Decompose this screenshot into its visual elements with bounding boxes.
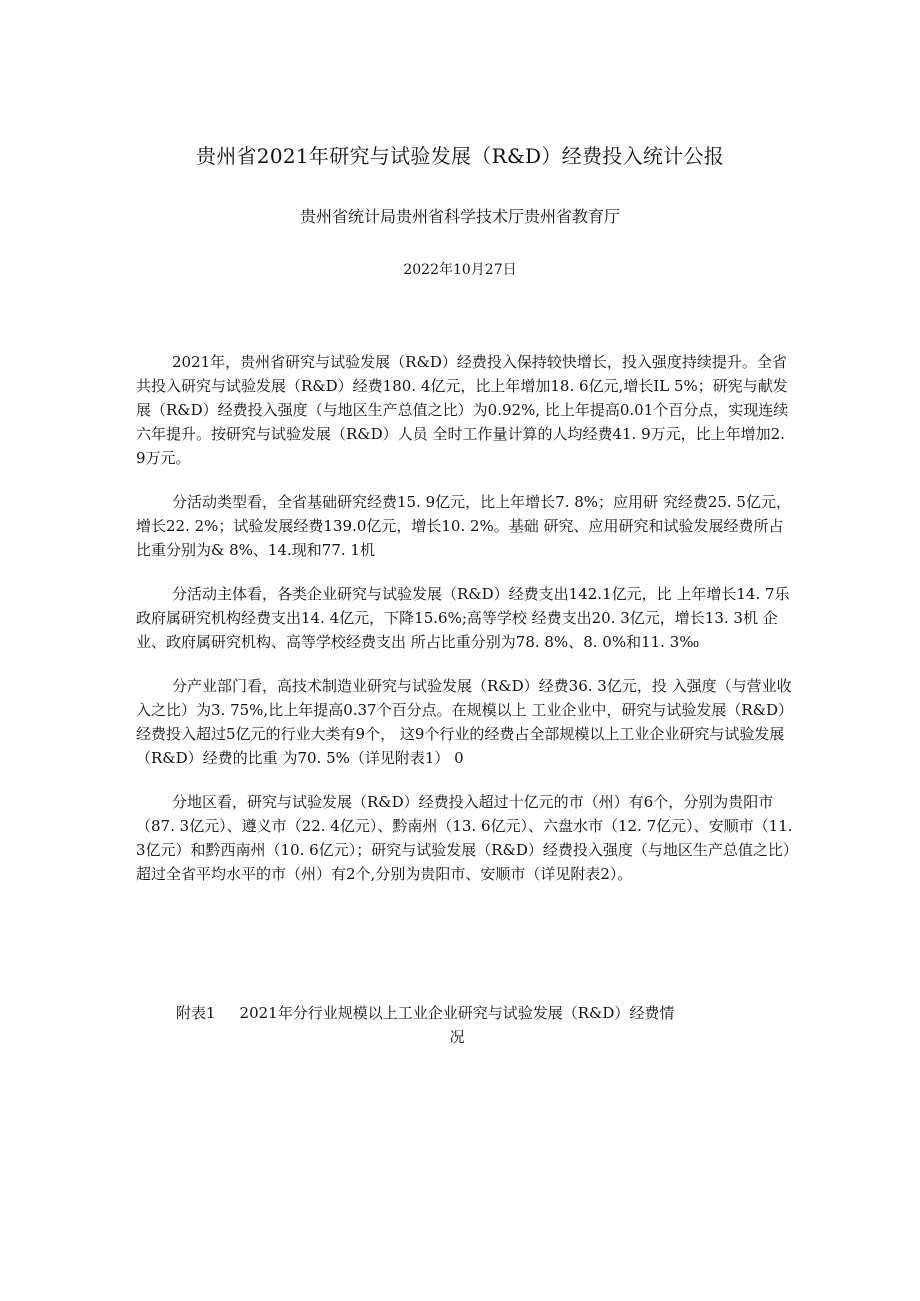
document-authors: 贵州省统计局贵州省科学技术厅贵州省教育厅 — [299, 207, 620, 226]
document-title: 贵州省2021年研究与试验发展（R&D）经费投入统计公报 — [195, 144, 725, 168]
appendix-label: 附表1 — [176, 1004, 216, 1022]
paragraph-activity-subject: 分活动主体看，各类企业研究与试验发展（R&D）经费支出142.1亿元，比 上年增长14. 7乐 政府属研究机构经费支出14. 4亿元，下降15.6%;高等学校 经费支出20. 3亿元，增长13. 3机 企业、政府属研究机构、高等学校经费支出 所占比重分别为78. 8%、8. 0%和11. 3‰ — [136, 585, 790, 651]
paragraph-activity-type: 分活动类型看，全省基础研究经费15. 9亿元，比上年增长7. 8%；应用研 究经费25. 5亿元，增长22. 2%；试验发展经费139.0亿元，增长10. 2%。基础 研究、应用研究和试验发展经费所占比重分别为& 8%、14.现和77. 1机 — [136, 493, 791, 559]
paragraph-region: 分地区看，研究与试验发展（R&D）经费投入超过十亿元的市（州）有6个，分别为贵阳市（87. 3亿元）、遵义市（22. 4亿元）、黔南州（13. 6亿元）、六盘水市（12. 7亿元）、安顺市（11. 3亿元）和黔西南州（10. 6亿元）；研究与试验发展（R&D）经费投入强度（与地区生产总值之比）超过全省平均水平的市（州）有2个,分别为贵阳市、安顺市（详见附表2）。 — [136, 793, 793, 883]
paragraph-industry: 分产业部门看，高技术制造业研究与试验发展（R&D）经费36. 3亿元，投 入强度（与营业收入之比）为3. 75%,比上年提高0.37个百分点。在规模以上 工业企业中，研究与试验发展（R&D）经费投入超过5亿元的行业大类有9个， 这9个行业的经费占全部规模以上工业企业研究与试验发展（R&D）经费的比重 为70. 5%（详见附表1） 0 — [136, 677, 794, 767]
document-date: 2022年10月27日 — [403, 262, 517, 278]
document-body — [136, 350, 794, 906]
appendix-caption-text: 2021年分行业规模以上工业企业研究与试验发展（R&D）经费情 — [239, 1004, 675, 1022]
appendix-caption-wrap: 况 — [449, 1028, 465, 1046]
paragraph-overview: 2021年，贵州省研究与试验发展（R&D）经费投入保持较快增长，投入强度持续提升。全省共投入研究与试验发展（R&D）经费180. 4亿元，比上年增加18. 6亿元,增长IL 5%；研宪与献发展（R&D）经费投入强度（与地区生产总值之比）为0.92%, 比上年提高0.01个百分点，实现连续六年提升。按研究与试验发展（R&D）人员 全时工作量计算的人均经费41. 9万元，比上年增加2. 9万元。 — [136, 353, 789, 467]
appendix-caption — [136, 1001, 794, 1049]
